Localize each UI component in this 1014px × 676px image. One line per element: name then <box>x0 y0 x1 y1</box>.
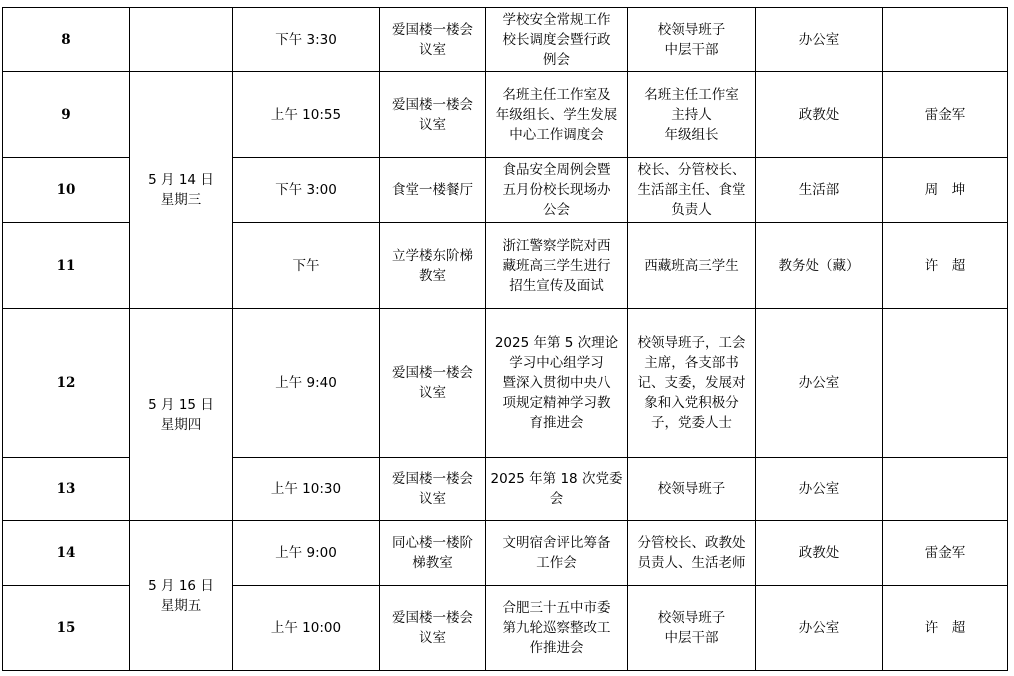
organizer-cell: 办公室 <box>756 8 883 72</box>
participants-line: 象和入党积极分 <box>644 395 739 411</box>
schedule-table <box>2 7 1008 671</box>
participants-line: 年级组长 <box>664 126 719 143</box>
participants-line: 西藏班高三学生 <box>644 257 739 274</box>
meeting-cell <box>486 309 628 458</box>
location-cell <box>380 586 486 671</box>
row-number: 8 <box>3 8 130 72</box>
organizer-cell: 办公室 <box>756 586 883 671</box>
row-number: 12 <box>3 309 130 458</box>
date-cell <box>130 72 233 309</box>
participants-cell <box>628 158 756 223</box>
participants-line: 校领导班子 <box>657 610 726 626</box>
contact-cell <box>883 309 1008 458</box>
participants-line: 校领导班子，工会 <box>637 335 746 351</box>
location-line: 议室 <box>419 491 446 507</box>
meeting-line: 招生宣传及面试 <box>509 277 604 294</box>
date-text: 5 月 16 日 <box>148 577 214 594</box>
meeting-line: 食品安全周例会暨 <box>502 162 611 178</box>
row-number: 13 <box>3 458 130 521</box>
row-number: 15 <box>3 586 130 671</box>
meeting-line: 工作会 <box>536 555 577 571</box>
participants-cell <box>628 586 756 671</box>
participants-line: 员责人、生活老师 <box>637 555 746 571</box>
location-cell <box>380 223 486 309</box>
meeting-line: 学习中心组学习 <box>509 355 604 371</box>
row-number: 14 <box>3 521 130 586</box>
meeting-cell <box>486 158 628 223</box>
location-cell <box>380 309 486 458</box>
contact-cell: 周 坤 <box>883 158 1008 223</box>
meeting-cell <box>486 586 628 671</box>
participants-line: 记、支委，发展对 <box>637 375 746 391</box>
location-line: 同心楼一楼阶 <box>392 535 473 551</box>
meeting-line: 浙江警察学院对西 <box>502 237 611 254</box>
weekday-text: 星期五 <box>160 597 202 614</box>
weekday-text: 星期三 <box>160 192 202 208</box>
date-text: 5 月 15 日 <box>148 396 214 413</box>
date-text: 5 月 14 日 <box>148 172 214 188</box>
row-number: 10 <box>3 158 130 223</box>
participants-cell <box>628 72 756 158</box>
organizer-cell: 政教处 <box>756 521 883 586</box>
meeting-cell <box>486 72 628 158</box>
participants-cell <box>628 521 756 586</box>
contact-cell: 许 超 <box>883 223 1008 309</box>
meeting-line: 公会 <box>543 202 570 218</box>
time-cell: 上午 9:40 <box>233 309 380 458</box>
location-line: 爱国楼一楼会 <box>392 610 473 626</box>
table-row <box>3 309 1008 458</box>
location-line: 爱国楼一楼会 <box>392 365 473 381</box>
time-cell: 上午 10:55 <box>233 72 380 158</box>
time-cell: 下午 3:00 <box>233 158 380 223</box>
location-cell <box>380 72 486 158</box>
meeting-cell <box>486 223 628 309</box>
participants-line: 子，党委人士 <box>651 415 732 431</box>
meeting-line: 文明宿舍评比筹备 <box>502 535 611 551</box>
location-line: 爱国楼一楼会 <box>392 96 473 113</box>
location-cell <box>380 8 486 72</box>
location-line: 议室 <box>419 116 446 133</box>
time-cell: 下午 <box>233 223 380 309</box>
meeting-line: 2025 年第 5 次理论 <box>494 335 619 351</box>
meeting-line: 例会 <box>543 51 570 68</box>
organizer-cell: 生活部 <box>756 158 883 223</box>
contact-cell <box>883 8 1008 72</box>
location-cell <box>380 158 486 223</box>
participants-line: 生活部主任、食堂 <box>637 182 746 198</box>
participants-cell <box>628 309 756 458</box>
location-line: 食堂一楼餐厅 <box>392 182 473 198</box>
meeting-line: 会 <box>549 491 564 507</box>
table-row <box>3 8 1008 72</box>
meeting-line: 作推进会 <box>529 640 584 656</box>
participants-line: 校领导班子 <box>657 481 726 497</box>
location-line: 立学楼东阶梯 <box>392 247 473 264</box>
participants-line: 主持人 <box>671 106 712 123</box>
location-line: 议室 <box>419 385 446 401</box>
contact-cell <box>883 458 1008 521</box>
participants-line: 中层干部 <box>664 41 719 58</box>
location-line: 爱国楼一楼会 <box>392 471 473 487</box>
meeting-line: 项规定精神学习教 <box>502 395 611 411</box>
time-cell: 上午 10:30 <box>233 458 380 521</box>
table-row <box>3 72 1008 158</box>
participants-line: 名班主任工作室 <box>644 86 739 103</box>
location-line: 议室 <box>419 41 446 58</box>
participants-cell <box>628 223 756 309</box>
table-row <box>3 521 1008 586</box>
location-cell <box>380 458 486 521</box>
organizer-cell: 政教处 <box>756 72 883 158</box>
participants-line: 校长、分管校长、 <box>637 162 746 178</box>
participants-line: 分管校长、政教处 <box>637 535 746 551</box>
meeting-line: 校长调度会暨行政 <box>502 31 611 48</box>
location-line: 议室 <box>419 630 446 646</box>
meeting-line: 五月份校长现场办 <box>502 182 611 198</box>
meeting-cell <box>486 521 628 586</box>
meeting-line: 第九轮巡察整改工 <box>502 620 611 636</box>
meeting-line: 暨深入贯彻中央八 <box>502 375 611 391</box>
meeting-line: 合肥三十五中市委 <box>502 600 611 616</box>
location-cell <box>380 521 486 586</box>
location-line: 爱国楼一楼会 <box>392 21 473 38</box>
date-cell <box>130 309 233 521</box>
organizer-cell: 办公室 <box>756 309 883 458</box>
date-cell <box>130 8 233 72</box>
contact-cell: 许 超 <box>883 586 1008 671</box>
participants-cell <box>628 8 756 72</box>
time-cell: 上午 10:00 <box>233 586 380 671</box>
participants-cell <box>628 458 756 521</box>
row-number: 9 <box>3 72 130 158</box>
participants-line: 主席，各支部书 <box>644 355 739 371</box>
organizer-cell: 办公室 <box>756 458 883 521</box>
participants-line: 校领导班子 <box>657 21 726 38</box>
date-cell <box>130 521 233 671</box>
contact-cell: 雷金军 <box>883 521 1008 586</box>
meeting-line: 年级组长、学生发展 <box>495 106 618 123</box>
meeting-line: 2025 年第 18 次党委 <box>490 471 623 487</box>
participants-line: 负责人 <box>671 202 712 218</box>
row-number: 11 <box>3 223 130 309</box>
meeting-line: 藏班高三学生进行 <box>502 257 611 274</box>
contact-cell: 雷金军 <box>883 72 1008 158</box>
time-cell: 下午 3:30 <box>233 8 380 72</box>
meeting-line: 中心工作调度会 <box>509 126 604 143</box>
participants-line: 中层干部 <box>664 630 719 646</box>
location-line: 教室 <box>419 267 446 284</box>
organizer-cell: 教务处（藏） <box>756 223 883 309</box>
meeting-line: 育推进会 <box>529 415 584 431</box>
location-line: 梯教室 <box>412 555 453 571</box>
weekday-text: 星期四 <box>160 416 202 433</box>
meeting-cell <box>486 8 628 72</box>
meeting-line: 名班主任工作室及 <box>502 86 611 103</box>
time-cell: 上午 9:00 <box>233 521 380 586</box>
meeting-line: 学校安全常规工作 <box>502 11 611 28</box>
meeting-cell <box>486 458 628 521</box>
